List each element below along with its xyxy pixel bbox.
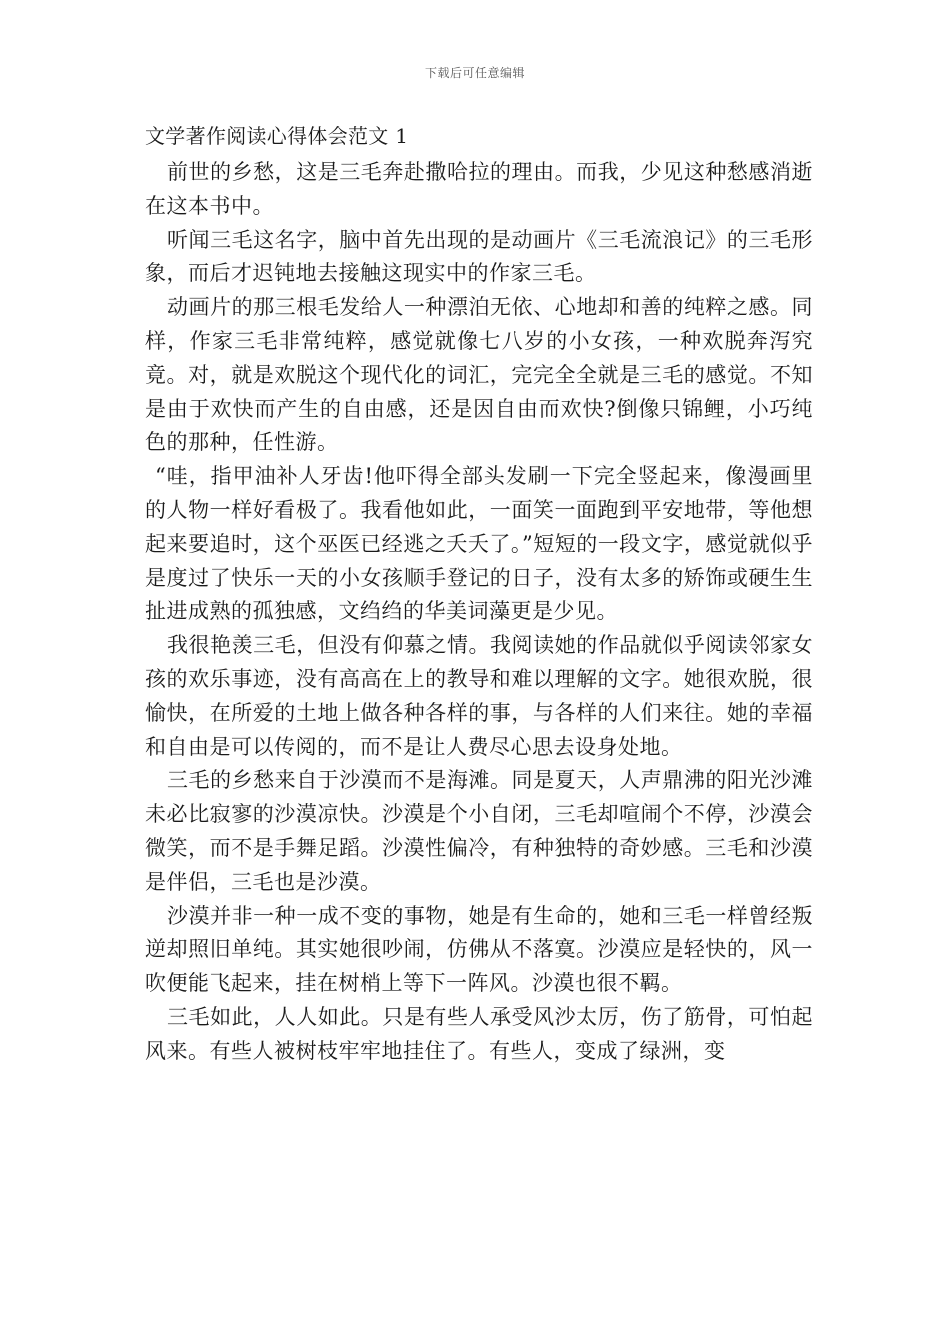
document-body [145,120,813,1069]
paragraph: 三毛的乡愁来自于沙漠而不是海滩。同是夏天，人声鼎沸的阳光沙滩未必比寂寥的沙漠凉快。沙漠是个小自闭，三毛却喧闹个不停，沙漠会微笑，而不是手舞足蹈。沙漠性偏冷，有种独特的奇妙感。三毛和沙漠是伴侣，三毛也是沙漠。 [145,768,813,894]
paragraph: 动画片的那三根毛发给人一种漂泊无依、心地却和善的纯粹之感。同样，作家三毛非常纯粹，感觉就像七八岁的小女孩，一种欢脱奔泻究竟。对，就是欢脱这个现代化的词汇，完完全全就是三毛的感觉。不知是由于欢快而产生的自由感，还是因自由而欢快?倒像只锦鲤，小巧纯色的那种，任性游。 [145,295,813,455]
paragraph: 前世的乡愁，这是三毛奔赴撒哈拉的理由。而我，少见这种愁感消逝在这本书中。 [145,160,813,218]
document-title: 文学著作阅读心得体会范文 1 [145,124,409,148]
paragraph-quote: “哇，指甲油补人牙齿!他吓得全部头发刷一下完全竖起来，像漫画里的人物一样好看极了。我看他如此，一面笑一面跑到平安地带，等他想起来要追时，这个巫医已经逃之夭夭了。”短短的一段文字，感觉就似乎是度过了快乐一天的小女孩顺手登记的日子，没有太多的矫饰或硬生生扯进成熟的孤独感，文绉绉的华美词藻更是少见。 [145,464,813,624]
paragraph: 三毛如此，人人如此。只是有些人承受风沙太厉，伤了筋骨，可怕起风来。有些人被树枝牢牢地挂住了。有些人，变成了绿洲，变 [145,1004,813,1063]
paragraph: 沙漠并非一种一成不变的事物，她是有生命的，她和三毛一样曾经叛逆却照旧单纯。其实她很吵闹，仿佛从不落寞。沙漠应是轻快的，风一吹便能飞起来，挂在树梢上等下一阵风。沙漠也很不羁。 [145,903,813,996]
page-header: 下载后可任意编辑 [424,66,525,80]
paragraph: 我很艳羡三毛，但没有仰慕之情。我阅读她的作品就似乎阅读邻家女孩的欢乐事迹，没有高高在上的教导和难以理解的文字。她很欢脱，很愉快，在所爱的土地上做各种各样的事，与各样的人们来往。她的幸福和自由是可以传阅的，而不是让人费尽心思去设身处地。 [145,633,813,759]
paragraph: 听闻三毛这名字，脑中首先出现的是动画片《三毛流浪记》的三毛形象，而后才迟钝地去接触这现实中的作家三毛。 [145,227,813,286]
